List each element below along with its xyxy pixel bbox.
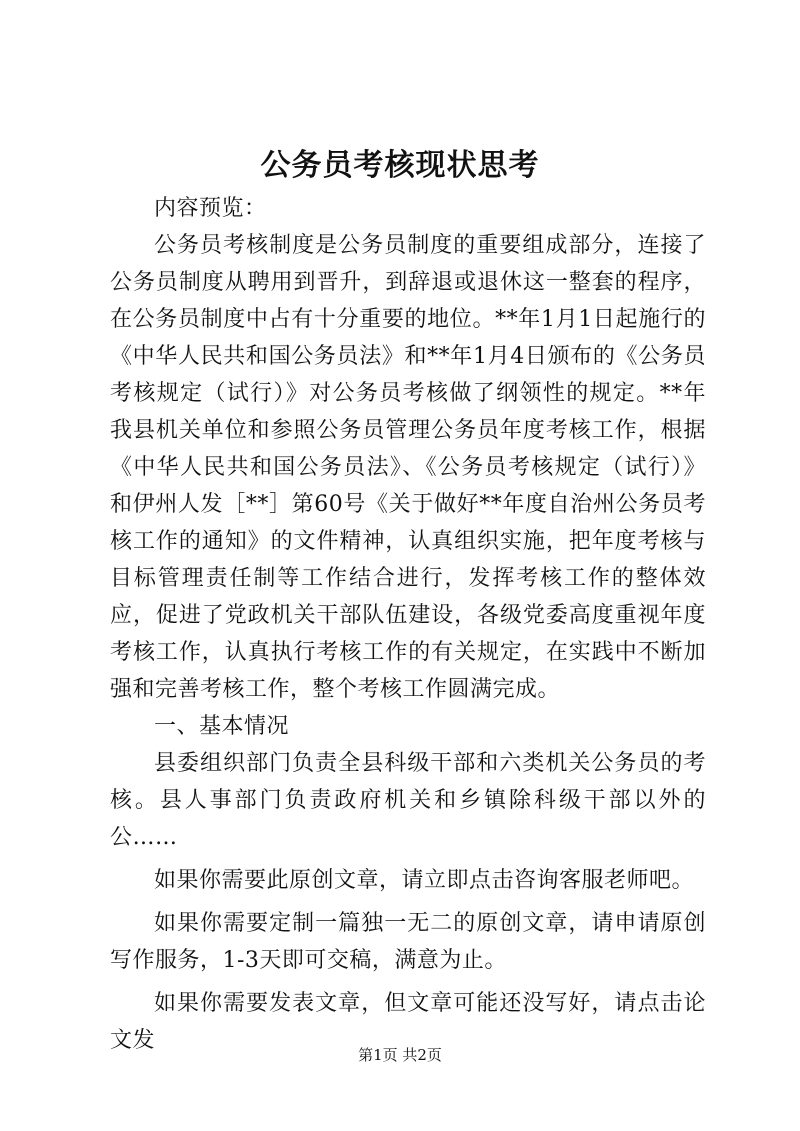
document-title: 公务员考核现状思考 [260, 148, 540, 183]
document-body [110, 190, 706, 1059]
page-number-footer: 第1页 共2页 [358, 1046, 442, 1064]
custom-writing-text: 如果你需要定制一篇独一无二的原创文章，请申请原创写作服务，1-3天即可交稿，满意为止。 [110, 911, 706, 973]
preview-label: 内容预览： [154, 196, 267, 221]
publish-article-text: 如果你需要发表文章，但文章可能还没写好，请点击论文发 [110, 991, 706, 1053]
section-heading: 一、基本情况 [154, 714, 290, 739]
intro-paragraph: 公务员考核制度是公务员制度的重要组成部分，连接了公务员制度从聘用到晋升，到辞退或退休这一整套的程序，在公务员制度中占有十分重要的地位。**年1月1日起施行的《中华人民共和国公务员法》和**年1月4日颁布的《公务员考核规定（试行）》对公务员考核做了纲领性的规定。**年我县机关单位和参照公务员管理公务员年度考核工作，根据《中华人民共和国公务员法》、《公务员考核规定（试行）》和伊州人发［**］第60号《关于做好**年度自治州公务员考核工作的通知》的文件精神，认真组织实施，把年度考核与目标管理责任制等工作结合进行，发挥考核工作的整体效应，促进了党政机关干部队伍建设，各级党委高度重视年度考核工作，认真执行考核工作的有关规定，在实践中不断加强和完善考核工作，整个考核工作圆满完成。 [110, 233, 706, 702]
consult-service-text: 如果你需要此原创文章，请立即点击咨询客服老师吧。 [154, 868, 695, 893]
basic-situation-paragraph: 县委组织部门负责全县科级干部和六类机关公务员的考核。县人事部门负责政府机关和乡镇除科级干部以外的公…… [110, 751, 706, 850]
